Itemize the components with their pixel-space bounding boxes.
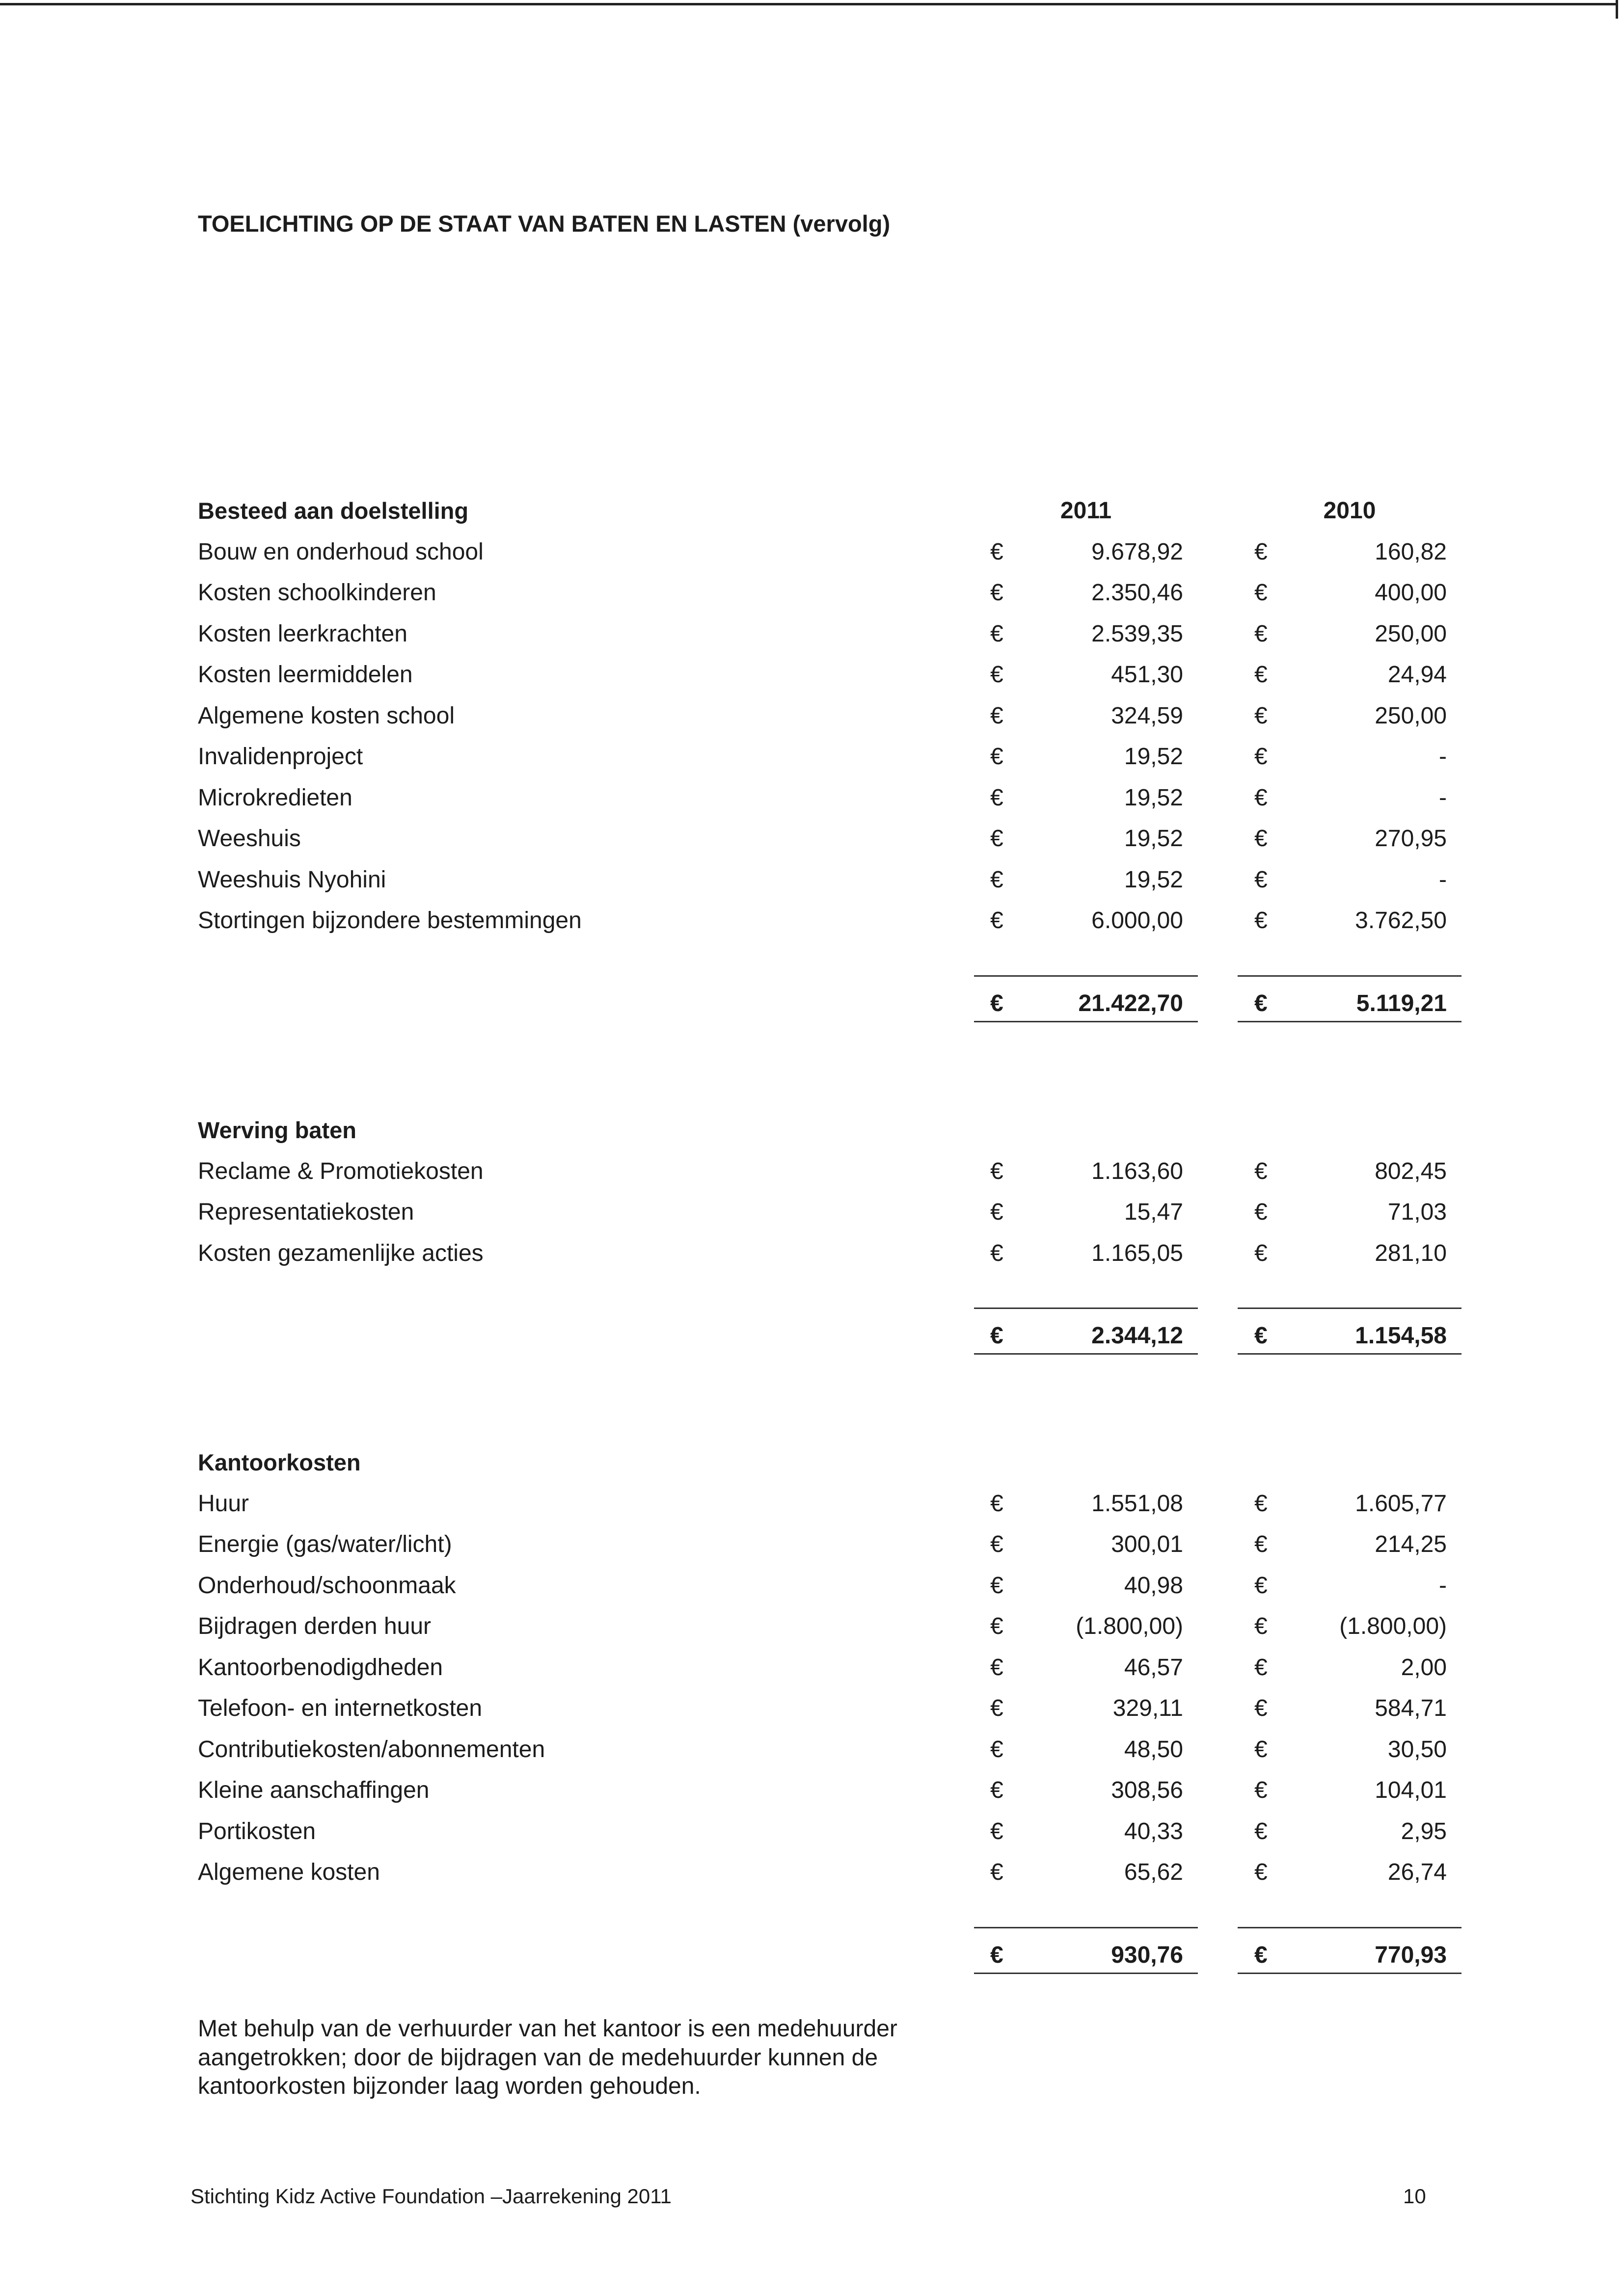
row-label: Energie (gas/water/licht) bbox=[198, 1531, 452, 1557]
column-header-2011: 2011 bbox=[1060, 498, 1112, 524]
currency-symbol-2010: € bbox=[1254, 744, 1268, 770]
amount-2010: 160,82 bbox=[1375, 538, 1447, 565]
amount-2011: 19,52 bbox=[1124, 744, 1183, 770]
row-label: Kosten schoolkinderen bbox=[198, 580, 436, 606]
total-amount-2010: 5.119,21 bbox=[1356, 990, 1447, 1016]
amount-2011: 329,11 bbox=[1112, 1695, 1183, 1721]
amount-2010: 802,45 bbox=[1375, 1158, 1447, 1184]
table-row bbox=[0, 1852, 1624, 1893]
table-row bbox=[0, 1565, 1624, 1606]
table-row bbox=[0, 1233, 1624, 1274]
table-row bbox=[0, 818, 1624, 859]
section-heading: Kantoorkosten bbox=[198, 1449, 361, 1475]
currency-symbol-2010: € bbox=[1254, 1654, 1268, 1681]
table-row bbox=[0, 859, 1624, 901]
currency-symbol-2011: € bbox=[990, 1777, 1003, 1803]
amount-2010: 26,74 bbox=[1387, 1859, 1447, 1885]
amount-2011: 40,98 bbox=[1124, 1572, 1183, 1599]
amount-2011: 19,52 bbox=[1124, 866, 1183, 893]
section-heading: Werving baten bbox=[198, 1117, 356, 1143]
total-underline-2010 bbox=[1238, 1353, 1462, 1355]
row-label: Weeshuis Nyohini bbox=[198, 866, 386, 893]
table-row bbox=[0, 1688, 1624, 1729]
amount-2010: 400,00 bbox=[1375, 580, 1447, 606]
amount-2011: 324,59 bbox=[1111, 702, 1183, 729]
amount-2010: 2,00 bbox=[1401, 1654, 1447, 1681]
note-line: Met behulp van de verhuurder van het kantoor is een medehuurder bbox=[198, 2016, 897, 2042]
currency-symbol-2010: € bbox=[1254, 784, 1268, 811]
separator-row bbox=[0, 1927, 1624, 1928]
amount-2010: 71,03 bbox=[1387, 1199, 1447, 1225]
row-label: Kantoorbenodigdheden bbox=[198, 1654, 443, 1681]
section-heading-row bbox=[0, 490, 1624, 532]
separator-row bbox=[0, 1308, 1624, 1309]
row-label: Kosten gezamenlijke acties bbox=[198, 1240, 484, 1266]
currency-symbol-2011: € bbox=[990, 908, 1003, 934]
table-row bbox=[0, 1524, 1624, 1565]
row-label: Algemene kosten school bbox=[198, 702, 455, 729]
currency-symbol-2011: € bbox=[990, 538, 1003, 565]
amount-2010: 250,00 bbox=[1375, 620, 1447, 647]
currency-symbol-2011: € bbox=[990, 1531, 1003, 1557]
row-label: Kleine aanschaffingen bbox=[198, 1777, 430, 1803]
currency-symbol-2010: € bbox=[1254, 1490, 1268, 1517]
table-row bbox=[0, 736, 1624, 777]
total-row bbox=[0, 1935, 1624, 1976]
currency-symbol-2010: € bbox=[1254, 1199, 1268, 1225]
section-besteed-aan-doelstelling bbox=[0, 490, 1624, 1024]
total-row bbox=[0, 1315, 1624, 1357]
total-underline-2011 bbox=[974, 1021, 1198, 1022]
amount-2011: 15,47 bbox=[1124, 1199, 1183, 1225]
total-currency-symbol-2010: € bbox=[1254, 990, 1268, 1016]
amount-2011: 1.163,60 bbox=[1091, 1158, 1183, 1184]
total-amount-2011: 21.422,70 bbox=[1078, 990, 1183, 1016]
currency-symbol-2010: € bbox=[1254, 1613, 1268, 1639]
note-paragraph bbox=[198, 2015, 897, 2101]
total-amount-2010: 770,93 bbox=[1375, 1942, 1447, 1968]
row-label: Microkredieten bbox=[198, 784, 352, 811]
section-heading-row bbox=[0, 1442, 1624, 1483]
currency-symbol-2011: € bbox=[990, 866, 1003, 893]
amount-2011: 308,56 bbox=[1111, 1777, 1183, 1803]
table-row bbox=[0, 1192, 1624, 1233]
amount-2010: 250,00 bbox=[1375, 702, 1447, 729]
amount-2010: 1.605,77 bbox=[1355, 1490, 1447, 1517]
currency-symbol-2011: € bbox=[990, 1613, 1003, 1639]
total-underline-2010 bbox=[1238, 1973, 1462, 1974]
currency-symbol-2010: € bbox=[1254, 826, 1268, 852]
currency-symbol-2011: € bbox=[990, 580, 1003, 606]
row-label: Reclame & Promotiekosten bbox=[198, 1158, 484, 1184]
amount-2010: 270,95 bbox=[1375, 826, 1447, 852]
table-row bbox=[0, 1729, 1624, 1770]
currency-symbol-2010: € bbox=[1254, 1240, 1268, 1266]
currency-symbol-2011: € bbox=[990, 620, 1003, 647]
row-label: Algemene kosten bbox=[198, 1859, 380, 1885]
amount-2011: 48,50 bbox=[1124, 1736, 1183, 1762]
table-row bbox=[0, 532, 1624, 573]
note-line: aangetrokken; door de bijdragen van de medehuurder kunnen de bbox=[198, 2044, 878, 2071]
amount-2011: 451,30 bbox=[1111, 662, 1183, 688]
currency-symbol-2011: € bbox=[990, 1818, 1003, 1844]
separator-line-2010 bbox=[1238, 975, 1462, 977]
note-line: kantoorkosten bijzonder laag worden gehouden. bbox=[198, 2073, 701, 2099]
row-label: Stortingen bijzondere bestemmingen bbox=[198, 908, 582, 934]
amount-2010: 2,95 bbox=[1401, 1818, 1447, 1844]
row-label: Kosten leerkrachten bbox=[198, 620, 407, 647]
amount-2010: (1.800,00) bbox=[1339, 1613, 1447, 1639]
row-label: Kosten leermiddelen bbox=[198, 662, 413, 688]
currency-symbol-2011: € bbox=[990, 1490, 1003, 1517]
total-currency-symbol-2011: € bbox=[990, 1942, 1003, 1968]
table-row bbox=[0, 1811, 1624, 1852]
currency-symbol-2010: € bbox=[1254, 866, 1268, 893]
total-amount-2011: 2.344,12 bbox=[1091, 1323, 1183, 1349]
amount-2010: 104,01 bbox=[1375, 1777, 1447, 1803]
currency-symbol-2010: € bbox=[1254, 1777, 1268, 1803]
total-currency-symbol-2011: € bbox=[990, 990, 1003, 1016]
currency-symbol-2010: € bbox=[1254, 1158, 1268, 1184]
amount-2010: - bbox=[1439, 744, 1447, 770]
amount-2010: 24,94 bbox=[1387, 662, 1447, 688]
amount-2010: 584,71 bbox=[1375, 1695, 1447, 1721]
separator-line-2010 bbox=[1238, 1308, 1462, 1309]
total-underline-2010 bbox=[1238, 1021, 1462, 1022]
table-row bbox=[0, 695, 1624, 737]
currency-symbol-2010: € bbox=[1254, 702, 1268, 729]
currency-symbol-2011: € bbox=[990, 826, 1003, 852]
amount-2011: 19,52 bbox=[1124, 826, 1183, 852]
page-title: TOELICHTING OP DE STAAT VAN BATEN EN LASTEN (vervolg) bbox=[198, 211, 891, 237]
currency-symbol-2011: € bbox=[990, 702, 1003, 729]
section-kantoorkosten bbox=[0, 1442, 1624, 1976]
total-currency-symbol-2011: € bbox=[990, 1323, 1003, 1349]
currency-symbol-2010: € bbox=[1254, 1736, 1268, 1762]
amount-2011: 6.000,00 bbox=[1091, 908, 1183, 934]
amount-2010: - bbox=[1439, 784, 1447, 811]
currency-symbol-2011: € bbox=[990, 784, 1003, 811]
currency-symbol-2010: € bbox=[1254, 620, 1268, 647]
total-currency-symbol-2010: € bbox=[1254, 1323, 1268, 1349]
table-row bbox=[0, 900, 1624, 941]
total-row bbox=[0, 983, 1624, 1024]
amount-2011: 40,33 bbox=[1124, 1818, 1183, 1844]
currency-symbol-2011: € bbox=[990, 1572, 1003, 1599]
total-underline-2011 bbox=[974, 1353, 1198, 1355]
amount-2011: 2.350,46 bbox=[1091, 580, 1183, 606]
section-heading: Besteed aan doelstelling bbox=[198, 498, 469, 524]
amount-2010: - bbox=[1439, 1572, 1447, 1599]
amount-2010: 214,25 bbox=[1375, 1531, 1447, 1557]
table-row bbox=[0, 1606, 1624, 1647]
amount-2010: - bbox=[1439, 866, 1447, 893]
amount-2011: 1.165,05 bbox=[1091, 1240, 1183, 1266]
row-label: Onderhoud/schoonmaak bbox=[198, 1572, 456, 1599]
currency-symbol-2011: € bbox=[990, 1859, 1003, 1885]
currency-symbol-2011: € bbox=[990, 1695, 1003, 1721]
section-heading-row bbox=[0, 1110, 1624, 1151]
row-label: Bouw en onderhoud school bbox=[198, 538, 484, 565]
currency-symbol-2011: € bbox=[990, 1158, 1003, 1184]
top-border-tick bbox=[1616, 0, 1618, 19]
currency-symbol-2010: € bbox=[1254, 662, 1268, 688]
table-row bbox=[0, 654, 1624, 695]
currency-symbol-2010: € bbox=[1254, 580, 1268, 606]
amount-2011: 46,57 bbox=[1124, 1654, 1183, 1681]
currency-symbol-2011: € bbox=[990, 1240, 1003, 1266]
page-number: 10 bbox=[1403, 2185, 1426, 2208]
amount-2011: 1.551,08 bbox=[1091, 1490, 1183, 1517]
amount-2011: (1.800,00) bbox=[1076, 1613, 1183, 1639]
table-row bbox=[0, 1647, 1624, 1688]
amount-2011: 300,01 bbox=[1111, 1531, 1183, 1557]
total-underline-2011 bbox=[974, 1973, 1198, 1974]
separator-line-2011 bbox=[974, 1308, 1198, 1309]
column-header-2010: 2010 bbox=[1323, 498, 1376, 524]
currency-symbol-2010: € bbox=[1254, 1531, 1268, 1557]
separator-line-2010 bbox=[1238, 1927, 1462, 1928]
row-label: Invalidenproject bbox=[198, 744, 363, 770]
separator-line-2011 bbox=[974, 975, 1198, 977]
footer-text: Stichting Kidz Active Foundation –Jaarrekening 2011 bbox=[190, 2185, 672, 2208]
total-currency-symbol-2010: € bbox=[1254, 1942, 1268, 1968]
currency-symbol-2011: € bbox=[990, 1199, 1003, 1225]
currency-symbol-2010: € bbox=[1254, 1695, 1268, 1721]
row-label: Telefoon- en internetkosten bbox=[198, 1695, 483, 1721]
currency-symbol-2010: € bbox=[1254, 538, 1268, 565]
amount-2011: 2.539,35 bbox=[1091, 620, 1183, 647]
separator-row bbox=[0, 975, 1624, 977]
row-label: Contributiekosten/abonnementen bbox=[198, 1736, 545, 1762]
amount-2011: 9.678,92 bbox=[1091, 538, 1183, 565]
amount-2011: 19,52 bbox=[1124, 784, 1183, 811]
section-werving-baten bbox=[0, 1110, 1624, 1357]
row-label: Representatiekosten bbox=[198, 1199, 414, 1225]
amount-2010: 3.762,50 bbox=[1355, 908, 1447, 934]
top-border-line bbox=[0, 3, 1618, 5]
currency-symbol-2010: € bbox=[1254, 1572, 1268, 1599]
amount-2010: 30,50 bbox=[1387, 1736, 1447, 1762]
currency-symbol-2010: € bbox=[1254, 908, 1268, 934]
total-amount-2010: 1.154,58 bbox=[1355, 1323, 1447, 1349]
table-row bbox=[0, 614, 1624, 655]
table-row bbox=[0, 777, 1624, 819]
amount-2011: 65,62 bbox=[1124, 1859, 1183, 1885]
table-row bbox=[0, 572, 1624, 614]
table-row bbox=[0, 1151, 1624, 1192]
currency-symbol-2011: € bbox=[990, 1736, 1003, 1762]
row-label: Bijdragen derden huur bbox=[198, 1613, 432, 1639]
row-label: Portikosten bbox=[198, 1818, 316, 1844]
currency-symbol-2011: € bbox=[990, 744, 1003, 770]
row-label: Huur bbox=[198, 1490, 249, 1517]
total-amount-2011: 930,76 bbox=[1111, 1942, 1183, 1968]
currency-symbol-2011: € bbox=[990, 662, 1003, 688]
amount-2010: 281,10 bbox=[1375, 1240, 1447, 1266]
currency-symbol-2011: € bbox=[990, 1654, 1003, 1681]
row-label: Weeshuis bbox=[198, 826, 301, 852]
separator-line-2011 bbox=[974, 1927, 1198, 1928]
currency-symbol-2010: € bbox=[1254, 1818, 1268, 1844]
currency-symbol-2010: € bbox=[1254, 1859, 1268, 1885]
table-row bbox=[0, 1770, 1624, 1811]
table-row bbox=[0, 1483, 1624, 1524]
